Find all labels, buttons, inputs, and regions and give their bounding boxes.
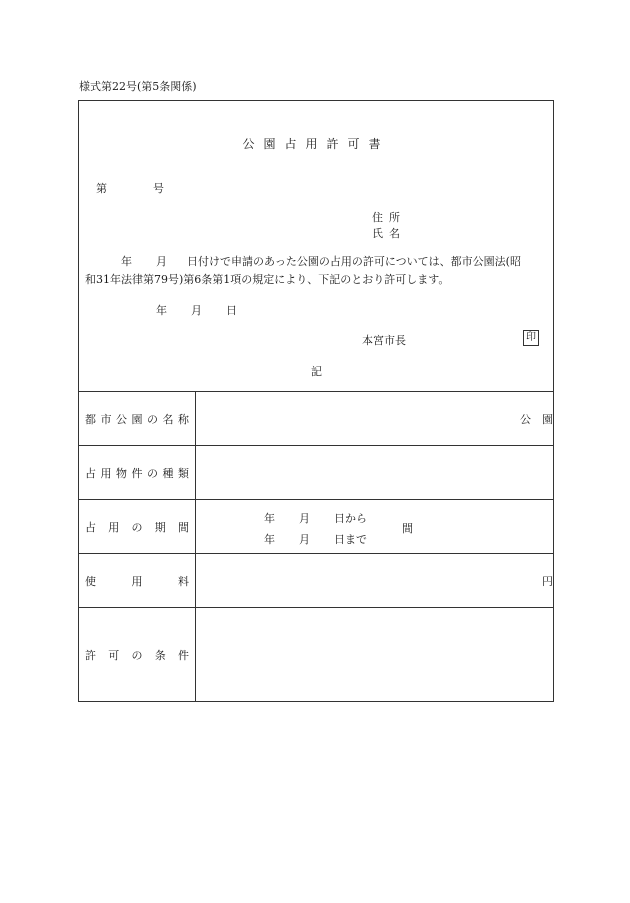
label-char: 公 — [116, 412, 127, 426]
period-value — [196, 500, 554, 554]
object-type-value — [196, 446, 554, 500]
period-to-month: 月 — [299, 533, 310, 546]
period-from-day: 日から — [334, 512, 367, 525]
object-type-row — [79, 446, 553, 500]
label-char: 料 — [178, 574, 189, 588]
period-from-month: 月 — [299, 512, 310, 525]
label-char: 期 — [154, 520, 166, 534]
label-char: 称 — [178, 412, 189, 426]
label-char: 園 — [542, 412, 553, 426]
issue-date — [156, 302, 237, 318]
label-char: 件 — [131, 466, 143, 480]
label-char: 公 — [520, 412, 531, 426]
label-char: 条 — [154, 648, 166, 662]
permit-form-frame — [78, 100, 554, 702]
period-to-line — [264, 531, 367, 547]
label-char: 物 — [116, 466, 127, 480]
object-type-label — [79, 465, 195, 481]
permit-statement — [85, 253, 549, 289]
period-label-cell — [79, 500, 196, 554]
statement-text-1: 日付けで申請のあった公園の占用の許可については、都市公園法(昭 — [187, 255, 521, 268]
conditions-label — [79, 647, 195, 663]
label-char: の — [147, 412, 158, 426]
statement-year: 年 — [121, 255, 132, 268]
period-from-line — [264, 510, 367, 526]
permit-header-section — [79, 101, 553, 391]
document-title: 公園占用許可書 — [242, 137, 390, 151]
form-number: 様式第22号(第5条関係) — [79, 80, 197, 93]
label-char: 使 — [85, 574, 96, 588]
issue-day: 日 — [226, 304, 237, 317]
park-name-value — [196, 392, 554, 446]
park-suffix — [520, 411, 553, 427]
period-row — [79, 500, 553, 554]
label-char: 用 — [131, 574, 143, 588]
conditions-value — [196, 608, 554, 702]
label-char: 種 — [162, 466, 174, 480]
name-label: 氏名 — [372, 227, 406, 240]
number-prefix: 第 — [96, 182, 107, 195]
label-char: 件 — [178, 648, 189, 662]
object-type-label-cell — [79, 446, 196, 500]
permit-details-table — [79, 391, 553, 702]
issuer-name: 本宮市長 — [362, 334, 406, 347]
period-to-day: 日まで — [334, 533, 367, 546]
label-char: 占 — [85, 520, 96, 534]
label-char: の — [131, 648, 143, 662]
fee-label-cell — [79, 554, 196, 608]
period-label — [79, 519, 195, 535]
conditions-label-cell — [79, 608, 196, 702]
address-label: 住所 — [372, 211, 406, 224]
park-name-label-cell — [79, 392, 196, 446]
statement-line-2: 和31年法律第79号)第6条第1項の規定により、下記のとおり許可します。 — [85, 273, 450, 286]
period-block — [196, 500, 553, 553]
fee-row — [79, 554, 553, 608]
statement-month: 月 — [156, 255, 167, 268]
period-duration-label: 間 — [402, 522, 413, 535]
period-from-year: 年 — [264, 512, 275, 525]
document-number — [96, 180, 164, 196]
issue-year: 年 — [156, 304, 167, 317]
conditions-row — [79, 608, 553, 702]
label-char: 名 — [162, 412, 174, 426]
label-char: 可 — [108, 648, 120, 662]
park-name-row — [79, 392, 553, 446]
park-name-label — [79, 411, 195, 427]
label-char: 市 — [100, 412, 112, 426]
fee-label — [79, 573, 195, 589]
fee-unit: 円 — [542, 574, 553, 588]
label-char: 園 — [131, 412, 143, 426]
label-char: 許 — [85, 648, 96, 662]
label-char: 占 — [85, 466, 96, 480]
label-char: 用 — [100, 466, 112, 480]
period-to-year: 年 — [264, 533, 275, 546]
label-char: 都 — [85, 412, 96, 426]
fee-value — [196, 554, 554, 608]
issue-month: 月 — [191, 304, 202, 317]
label-char: の — [131, 520, 143, 534]
label-char: 類 — [178, 466, 189, 480]
number-suffix: 号 — [153, 182, 164, 195]
statement-line-1 — [85, 253, 549, 271]
seal-box: 印 — [523, 330, 539, 346]
label-char: 用 — [108, 520, 120, 534]
label-char: の — [147, 466, 158, 480]
ki-heading: 記 — [311, 365, 322, 378]
label-char: 間 — [178, 520, 189, 534]
